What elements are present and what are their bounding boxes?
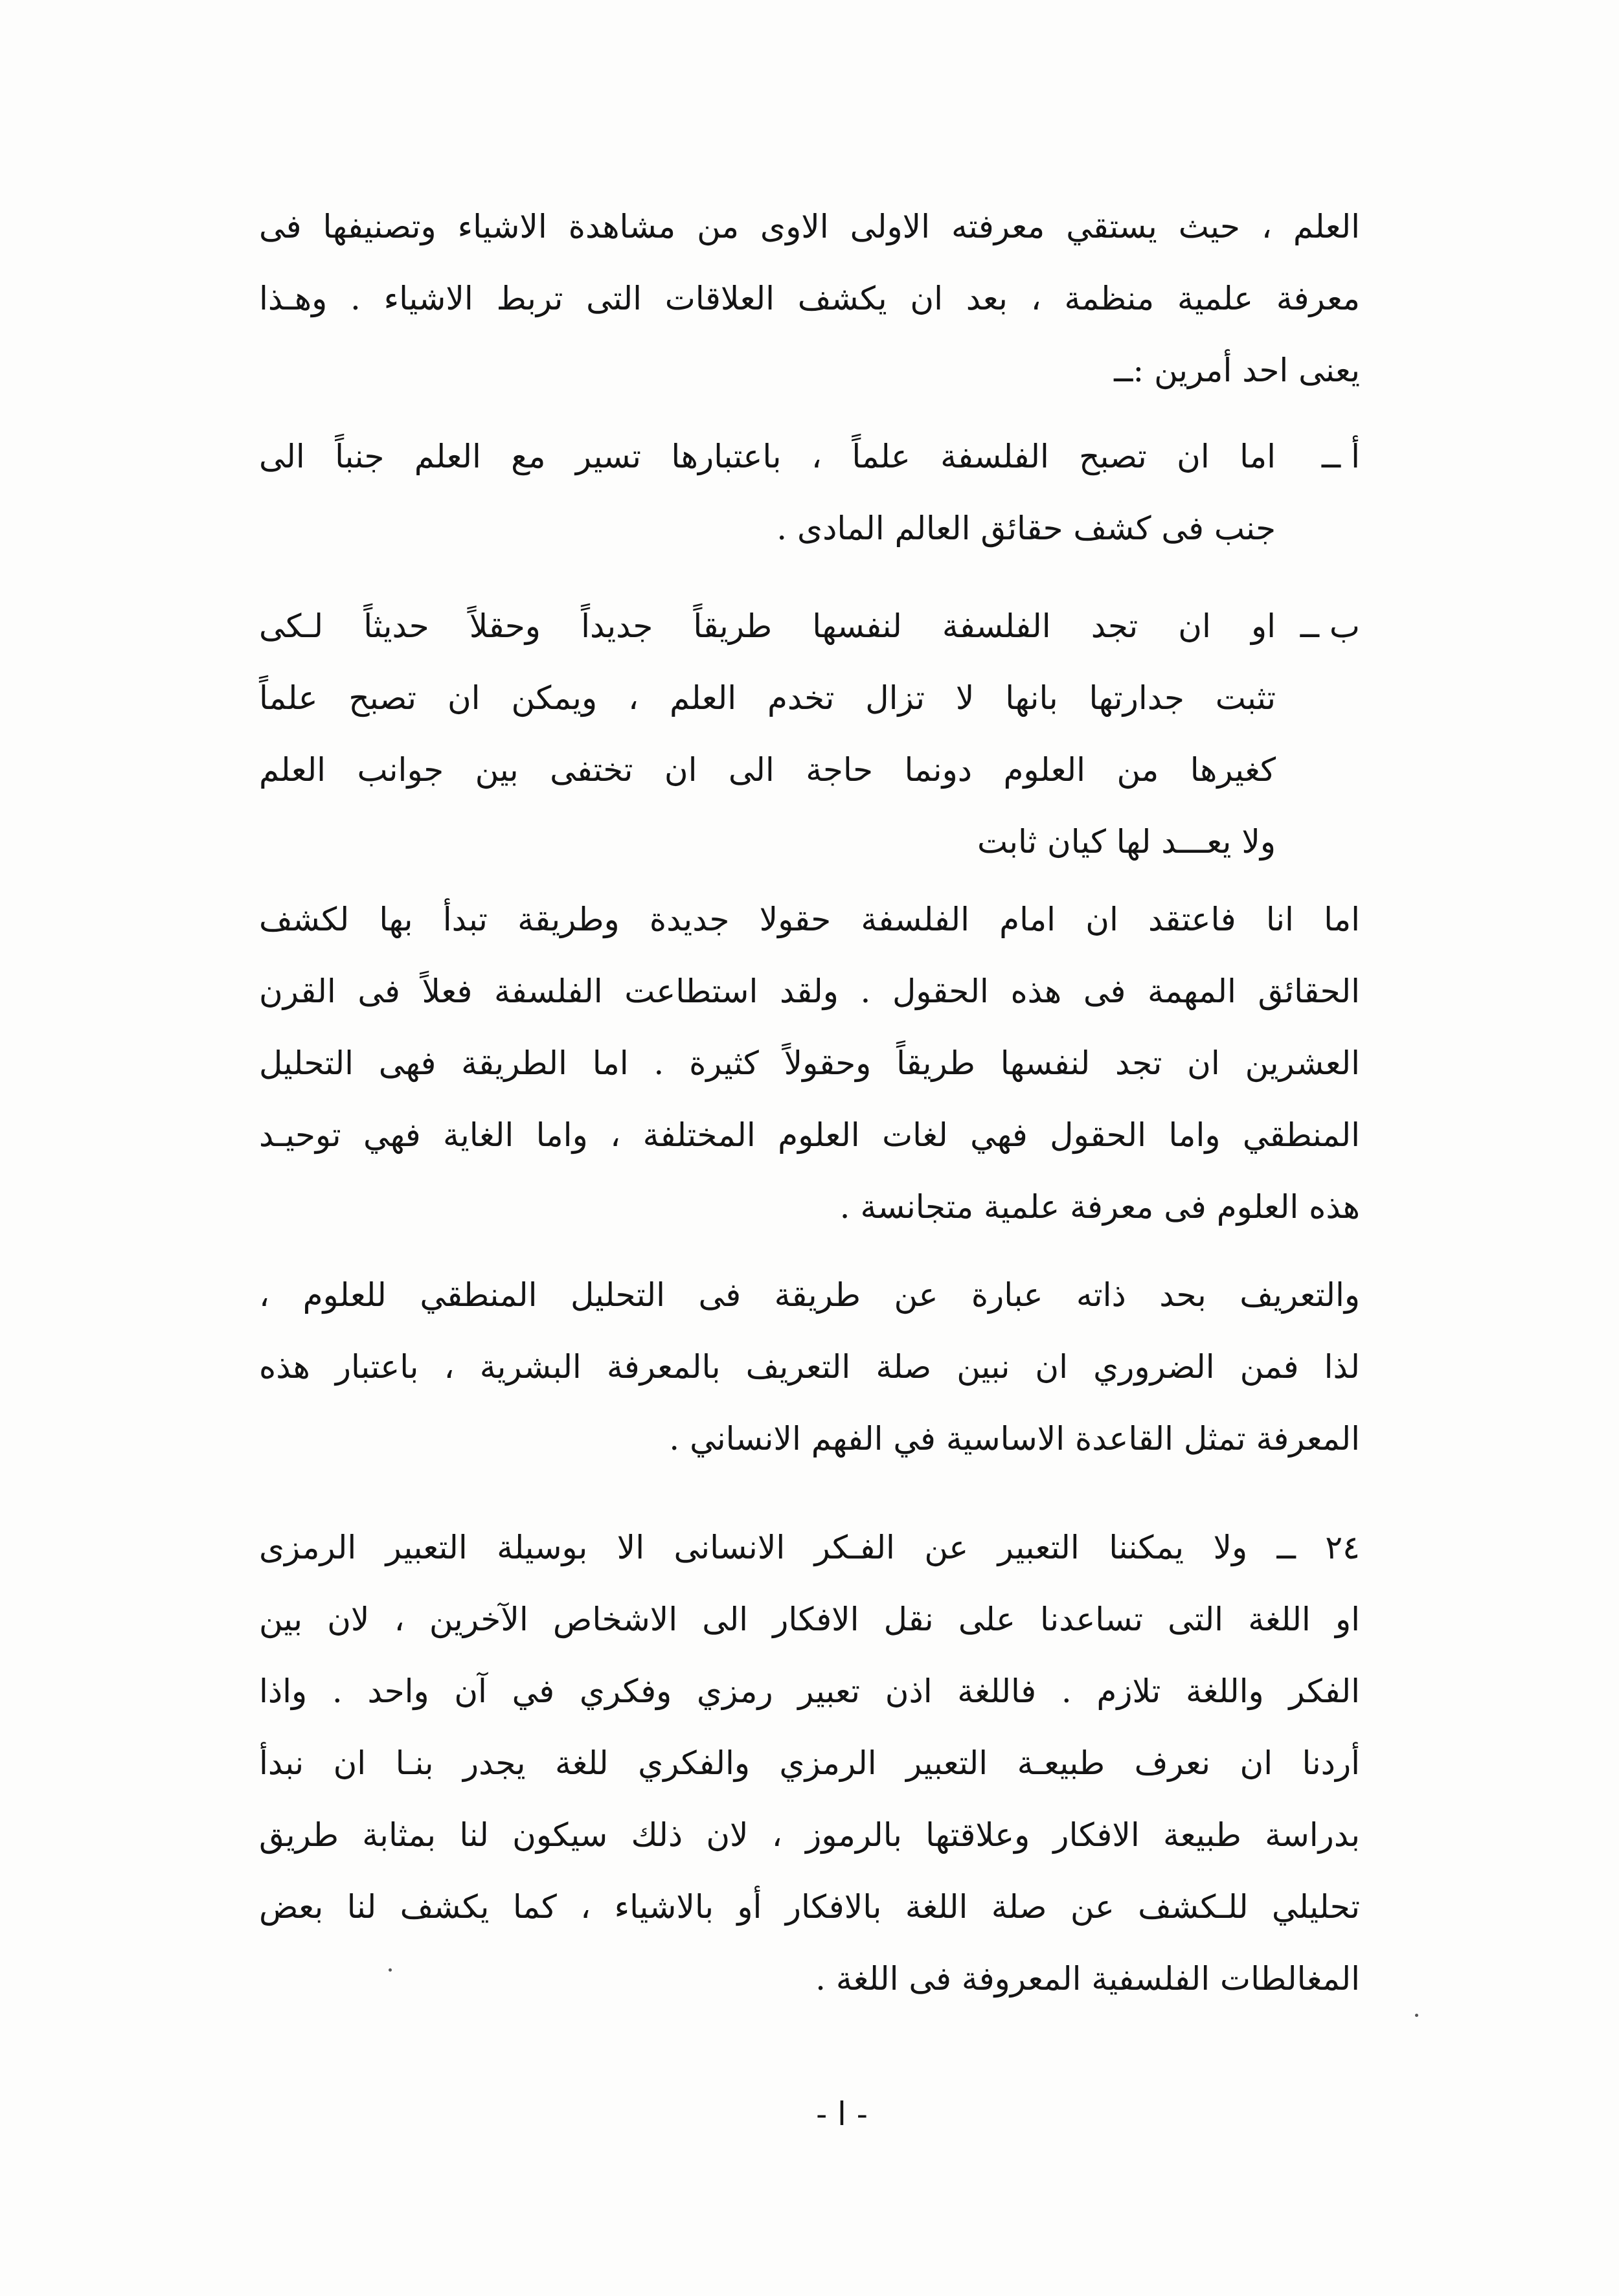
paragraph-line: يعنى احد أمرين :ــ [1114,352,1360,389]
paragraph-line: المغالطات الفلسفية المعروفة فى اللغة . [815,1960,1360,1998]
paragraph-line: المعرفة تمثل القاعدة الاساسية في الفهم الانساني . [669,1420,1360,1458]
scan-speck [389,1968,392,1972]
scan-speck [1415,2014,1418,2017]
paragraph-line: معرفة علمية منظمة ، بعد ان يكشف العلاقات التى تربط الاشياء . وهـذا [259,280,1360,317]
paragraph-line: الفكر واللغة تلازم . فاللغة اذن تعبير رمزي وفكري في آن واحد . واذا [259,1672,1360,1710]
paragraph-line: العلم ، حيث يستقي معرفته الاولى الاوى من مشاهدة الاشياء وتصنيفها فى [259,208,1360,245]
paragraph-line: ٢٤ ــ ولا يمكننا التعبير عن الفـكر الانسانى الا بوسيلة التعبير الرمزى [259,1529,1360,1566]
paragraph-line: هذه العلوم فى معرفة علمية متجانسة . [839,1188,1360,1226]
list-item-a [259,421,1360,565]
paragraph-line: تحليلي للـكشف عن صلة اللغة بالافكار أو بالاشياء ، كما يكشف لنا بعض [259,1888,1360,1926]
list-item-b [259,591,1360,878]
paragraph-4 [259,1512,1360,2015]
paragraph-line: والتعريف بحد ذاته عبارة عن طريقة فى التحليل المنطقي للعلوم ، [259,1276,1360,1314]
page-number: - ا - [816,2095,868,2133]
list-item-line: تثبت جدارتها بانها لا تزال تخدم العلم ، ويمكن ان تصبح علماً [259,679,1276,717]
paragraph-3 [259,1259,1360,1475]
paragraph-line: المنطقي واما الحقول فهي لغات العلوم المختلفة ، واما الغاية فهي توحيـد [259,1116,1360,1154]
list-item-line: اما ان تصبح الفلسفة علماً ، باعتبارها تسير مع العلم جنباً الى [259,438,1276,475]
paragraph-1 [259,191,1360,407]
paragraph-2 [259,884,1360,1243]
list-item-line: جنب فى كشف حقائق العالم المادى . [776,510,1276,547]
paragraph-line: او اللغة التى تساعدنا على نقل الافكار الى الاشخاص الآخرين ، لان بين [259,1601,1360,1638]
list-item-line: او ان تجد الفلسفة لنفسها طريقاً جديداً وحقلاً حديثاً لـكى [259,607,1276,645]
paragraph-line: بدراسة طبيعة الافكار وعلاقتها بالرموز ، لان ذلك سيكون لنا بمثابة طريق [259,1816,1360,1854]
paragraph-line: العشرين ان تجد لنفسها طريقاً وحقولاً كثيرة . اما الطريقة فهى التحليل [259,1044,1360,1082]
list-item-line: ولا يعـــد لها كيان ثابت [977,823,1276,861]
list-marker: ب ــ [1300,607,1360,645]
paragraph-line: اما انا فاعتقد ان امام الفلسفة حقولا جديدة وطريقة تبدأ بها لكشف [259,901,1360,938]
paragraph-line: أردنا ان نعرف طبيعـة التعبير الرمزي والفكري للغة يجدر بنـا ان نبدأ [259,1744,1360,1782]
list-item-line: كغيرها من العلوم دونما حاجة الى ان تختفى بين جوانب العلم [259,751,1276,789]
paragraph-line: لذا فمن الضروري ان نبين صلة التعريف بالمعرفة البشرية ، باعتبار هذه [259,1348,1360,1386]
paragraph-line: الحقائق المهمة فى هذه الحقول . ولقد استطاعت الفلسفة فعلاً فى القرن [259,973,1360,1010]
list-marker: أ ــ [1321,438,1360,475]
